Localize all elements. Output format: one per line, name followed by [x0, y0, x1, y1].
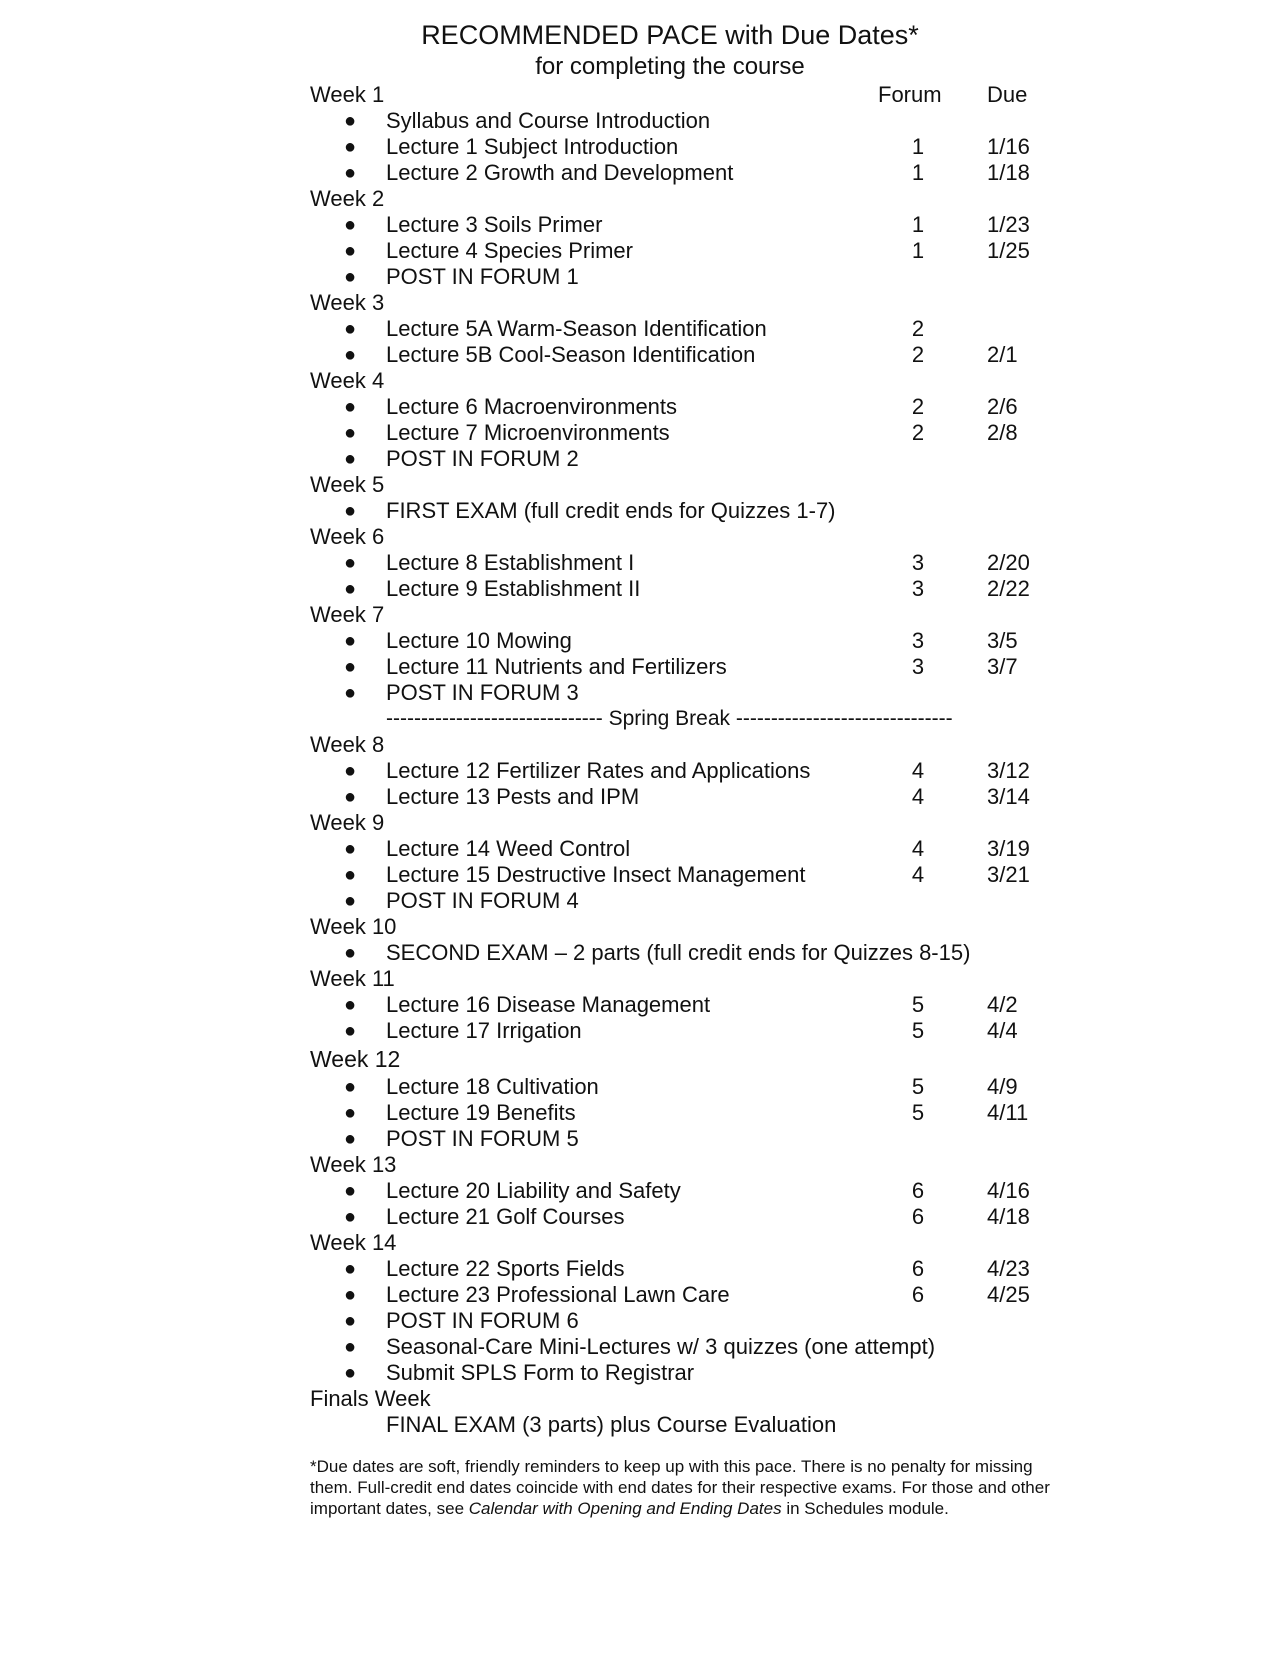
item-text: POST IN FORUM 5 — [386, 1126, 579, 1151]
item-text: POST IN FORUM 3 — [386, 680, 579, 705]
bullet-icon: ● — [344, 240, 357, 262]
item-text: Lecture 5B Cool-Season Identification — [386, 342, 756, 367]
week-label: Finals Week — [310, 1386, 431, 1411]
week-label: Week 14 — [310, 1230, 397, 1255]
item-text: Lecture 8 Establishment I — [386, 550, 635, 575]
week-label: Week 13 — [310, 1152, 397, 1177]
item-text: Syllabus and Course Introduction — [386, 108, 711, 133]
bullet-icon: ● — [344, 890, 357, 912]
bullet-icon: ● — [344, 656, 357, 678]
page-subtitle: for completing the course — [535, 53, 805, 80]
item-due: 3/21 — [987, 862, 1030, 887]
item-due: 4/25 — [987, 1282, 1030, 1307]
item-text: POST IN FORUM 2 — [386, 446, 579, 471]
item-due: 4/2 — [987, 992, 1018, 1017]
item-text: SECOND EXAM – 2 parts (full credit ends for Quizzes 8-15) — [386, 940, 971, 965]
item-due: 1/16 — [987, 134, 1030, 159]
bullet-icon: ● — [344, 1128, 357, 1150]
list-item — [310, 446, 1070, 472]
item-text: POST IN FORUM 1 — [386, 264, 579, 289]
list-item — [310, 160, 1070, 186]
item-forum: 3 — [911, 628, 925, 653]
item-text: Lecture 1 Subject Introduction — [386, 134, 679, 159]
item-due: 3/7 — [987, 654, 1018, 679]
list-item — [310, 108, 1070, 134]
bullet-icon: ● — [344, 214, 357, 236]
bullet-icon: ● — [344, 1310, 357, 1332]
bullet-icon: ● — [344, 448, 357, 470]
item-text: Lecture 5A Warm-Season Identification — [386, 316, 767, 341]
footnote-text: *Due dates are soft, friendly reminders to keep up with this pace. There is no penalty for missing them. Full-credit end dates coincide with end dates for their respective exams. For those and other important dates, see — [310, 1457, 1050, 1518]
bullet-icon: ● — [344, 1258, 357, 1280]
week-label: Week 2 — [310, 186, 385, 211]
page-title: RECOMMENDED PACE with Due Dates* — [421, 20, 919, 50]
item-due: 2/1 — [987, 342, 1018, 367]
item-text: Lecture 17 Irrigation — [386, 1018, 582, 1043]
item-due: 2/22 — [987, 576, 1030, 601]
week-header — [310, 1152, 1070, 1178]
item-forum: 2 — [911, 394, 925, 419]
list-item — [310, 576, 1070, 602]
bullet-icon: ● — [344, 344, 357, 366]
bullet-icon: ● — [344, 1076, 357, 1098]
bullet-icon: ● — [344, 630, 357, 652]
bullet-icon: ● — [344, 1336, 357, 1358]
item-due: 3/5 — [987, 628, 1018, 653]
item-forum: 2 — [911, 316, 925, 341]
item-text: Lecture 15 Destructive Insect Management — [386, 862, 806, 887]
list-item — [310, 1074, 1070, 1100]
item-forum: 5 — [911, 1018, 925, 1043]
item-text: Seasonal-Care Mini-Lectures w/ 3 quizzes (one attempt) — [386, 1334, 936, 1359]
bullet-icon: ● — [344, 760, 357, 782]
bullet-icon: ● — [344, 864, 357, 886]
item-text: POST IN FORUM 6 — [386, 1308, 579, 1333]
item-forum: 4 — [911, 836, 925, 861]
item-text: Lecture 9 Establishment II — [386, 576, 641, 601]
bullet-icon: ● — [344, 162, 357, 184]
item-forum: 3 — [911, 576, 925, 601]
footnote-calendar-reference: Calendar with Opening and Ending Dates — [468, 1499, 782, 1518]
item-text: FINAL EXAM (3 parts) plus Course Evaluation — [386, 1412, 837, 1437]
week-header — [310, 1230, 1070, 1256]
list-item — [310, 888, 1070, 914]
week-label: Week 6 — [310, 524, 385, 549]
bullet-icon: ● — [344, 786, 357, 808]
bullet-icon: ● — [344, 110, 357, 132]
week-label: Week 5 — [310, 472, 385, 497]
week-label: Week 10 — [310, 914, 397, 939]
spring-break-label: ------------------------------- Spring Break ------------------------------- — [386, 707, 953, 730]
bullet-icon: ● — [344, 578, 357, 600]
bullet-icon: ● — [344, 500, 357, 522]
week-header — [310, 810, 1070, 836]
list-item — [310, 1360, 1070, 1386]
week-label: Week 11 — [310, 966, 395, 991]
item-forum: 1 — [911, 212, 925, 237]
item-text: Lecture 23 Professional Lawn Care — [386, 1282, 730, 1307]
item-due: 4/18 — [987, 1204, 1030, 1229]
item-forum: 2 — [911, 420, 925, 445]
week-label: Week 1 — [310, 82, 385, 107]
item-text: Lecture 20 Liability and Safety — [386, 1178, 681, 1203]
list-item — [310, 1412, 1070, 1438]
list-item — [310, 550, 1070, 576]
list-item — [310, 316, 1070, 342]
list-item — [310, 1100, 1070, 1126]
item-due: 1/25 — [987, 238, 1030, 263]
item-due: 2/20 — [987, 550, 1030, 575]
item-due: 3/14 — [987, 784, 1030, 809]
item-due: 3/12 — [987, 758, 1030, 783]
bullet-icon: ● — [344, 1180, 357, 1202]
item-text: Lecture 14 Weed Control — [386, 836, 631, 861]
week-label: Week 4 — [310, 368, 385, 393]
document-page — [310, 18, 1070, 1519]
week-header — [310, 368, 1070, 394]
bullet-icon: ● — [344, 266, 357, 288]
item-forum: 6 — [911, 1282, 925, 1307]
bullet-icon: ● — [344, 942, 357, 964]
item-forum: 5 — [911, 1100, 925, 1125]
list-item — [310, 394, 1070, 420]
item-text: Lecture 4 Species Primer — [386, 238, 633, 263]
item-due: 1/18 — [987, 160, 1030, 185]
item-forum: 6 — [911, 1178, 925, 1203]
list-item — [310, 628, 1070, 654]
list-item — [310, 420, 1070, 446]
item-due: 4/16 — [987, 1178, 1030, 1203]
list-item — [310, 1018, 1070, 1044]
list-item — [310, 1282, 1070, 1308]
item-text: Lecture 19 Benefits — [386, 1100, 576, 1125]
list-item — [310, 1308, 1070, 1334]
bullet-icon: ● — [344, 318, 357, 340]
item-forum: 6 — [911, 1256, 925, 1281]
week-label: Week 9 — [310, 810, 385, 835]
bullet-icon: ● — [344, 682, 357, 704]
item-forum: 6 — [911, 1204, 925, 1229]
week-header — [310, 524, 1070, 550]
item-forum: 1 — [911, 160, 925, 185]
list-item — [310, 784, 1070, 810]
item-forum: 5 — [911, 992, 925, 1017]
list-item — [310, 680, 1070, 706]
bullet-icon: ● — [344, 994, 357, 1016]
item-text: Lecture 3 Soils Primer — [386, 212, 603, 237]
item-text: Lecture 21 Golf Courses — [386, 1204, 625, 1229]
item-forum: 3 — [911, 654, 925, 679]
item-text: Lecture 11 Nutrients and Fertilizers — [386, 654, 727, 679]
due-column-header: Due — [987, 82, 1028, 107]
item-text: Lecture 18 Cultivation — [386, 1074, 599, 1099]
list-item — [310, 264, 1070, 290]
list-item — [310, 342, 1070, 368]
bullet-icon: ● — [344, 422, 357, 444]
item-text: Lecture 7 Microenvironments — [386, 420, 670, 445]
item-text: POST IN FORUM 4 — [386, 888, 579, 913]
list-item — [310, 862, 1070, 888]
week-header — [310, 472, 1070, 498]
bullet-icon: ● — [344, 552, 357, 574]
footnote — [310, 1456, 1050, 1519]
list-item — [310, 498, 1070, 524]
item-text: Lecture 12 Fertilizer Rates and Applications — [386, 758, 811, 783]
list-item — [310, 654, 1070, 680]
list-item — [310, 212, 1070, 238]
week-label: Week 7 — [310, 602, 385, 627]
list-item — [310, 238, 1070, 264]
bullet-icon: ● — [344, 136, 357, 158]
list-item — [310, 992, 1070, 1018]
bullet-icon: ● — [344, 838, 357, 860]
week-header — [310, 82, 1070, 108]
week-header — [310, 602, 1070, 628]
item-text: Lecture 22 Sports Fields — [386, 1256, 625, 1281]
week-label: Week 12 — [310, 1046, 401, 1072]
list-item — [310, 134, 1070, 160]
week-header — [310, 186, 1070, 212]
item-text: Lecture 2 Growth and Development — [386, 160, 734, 185]
week-header — [310, 290, 1070, 316]
week-header — [310, 966, 1070, 992]
item-text: Lecture 10 Mowing — [386, 628, 572, 653]
schedule-list — [310, 82, 1070, 1438]
item-due: 4/9 — [987, 1074, 1018, 1099]
list-item — [310, 758, 1070, 784]
week-header — [310, 732, 1070, 758]
week-header — [310, 1044, 1070, 1074]
item-text: Submit SPLS Form to Registrar — [386, 1360, 695, 1385]
list-item — [310, 1256, 1070, 1282]
bullet-icon: ● — [344, 1284, 357, 1306]
bullet-icon: ● — [344, 1206, 357, 1228]
item-forum: 4 — [911, 758, 925, 783]
week-header — [310, 914, 1070, 940]
item-due: 1/23 — [987, 212, 1030, 237]
finals-week-header — [310, 1386, 1070, 1412]
item-forum: 4 — [911, 784, 925, 809]
list-item — [310, 1204, 1070, 1230]
bullet-icon: ● — [344, 1020, 357, 1042]
item-due: 4/11 — [987, 1100, 1029, 1125]
item-text: Lecture 6 Macroenvironments — [386, 394, 678, 419]
list-item — [310, 836, 1070, 862]
item-due: 4/23 — [987, 1256, 1030, 1281]
list-item — [310, 1126, 1070, 1152]
item-forum: 4 — [911, 862, 925, 887]
list-item — [310, 940, 1070, 966]
item-due: 3/19 — [987, 836, 1030, 861]
forum-column-header: Forum — [878, 82, 942, 107]
week-label: Week 8 — [310, 732, 385, 757]
item-due: 2/6 — [987, 394, 1018, 419]
bullet-icon: ● — [344, 1362, 357, 1384]
item-due: 4/4 — [987, 1018, 1018, 1043]
week-label: Week 3 — [310, 290, 385, 315]
item-forum: 2 — [911, 342, 925, 367]
item-text: FIRST EXAM (full credit ends for Quizzes 1-7) — [386, 498, 836, 523]
list-item — [310, 1178, 1070, 1204]
item-text: Lecture 16 Disease Management — [386, 992, 711, 1017]
list-item — [310, 1334, 1070, 1360]
item-forum: 1 — [911, 134, 925, 159]
item-forum: 1 — [911, 238, 925, 263]
item-text: Lecture 13 Pests and IPM — [386, 784, 640, 809]
item-forum: 5 — [911, 1074, 925, 1099]
item-due: 2/8 — [987, 420, 1018, 445]
spring-break-divider — [310, 706, 1070, 732]
footnote-text-end: in Schedules module. — [781, 1499, 949, 1518]
bullet-icon: ● — [344, 1102, 357, 1124]
bullet-icon: ● — [344, 396, 357, 418]
item-forum: 3 — [911, 550, 925, 575]
